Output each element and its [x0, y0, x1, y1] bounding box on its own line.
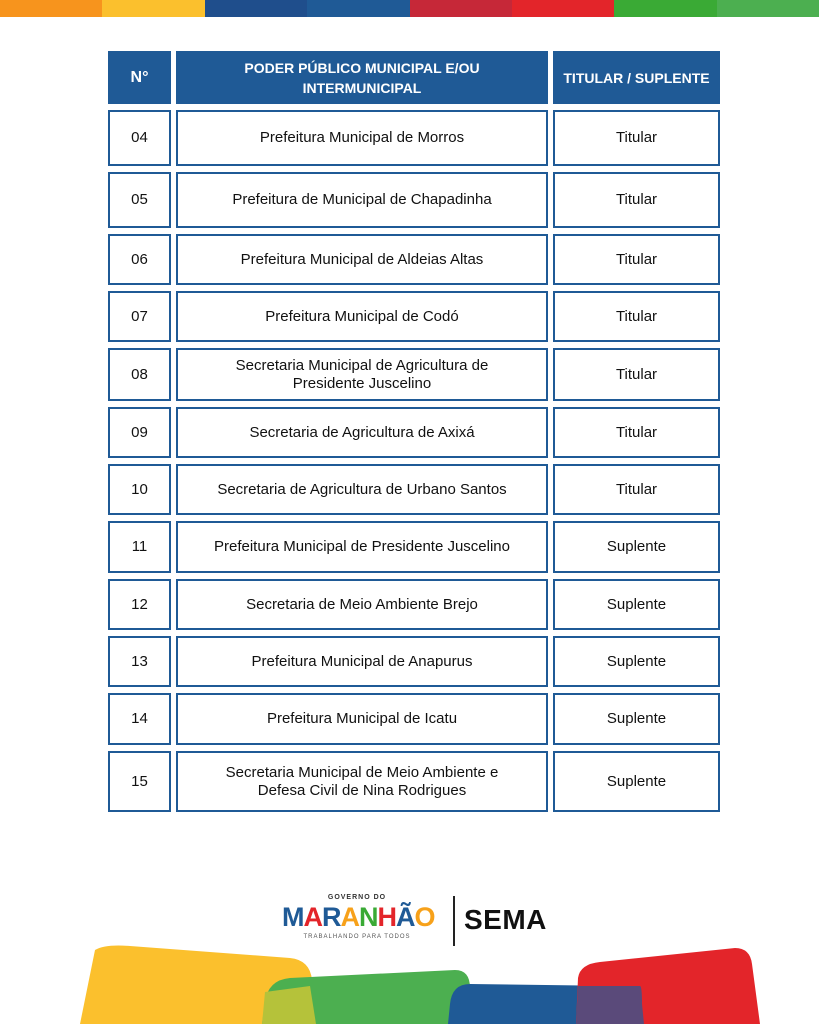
logo-divider	[453, 896, 455, 946]
row-number-cell	[108, 751, 171, 812]
row-entity-cell	[176, 636, 548, 687]
sema-logo: SEMA	[464, 904, 547, 935]
gov-letter: A	[340, 902, 359, 932]
row-number-cell-text: 14	[131, 710, 148, 727]
row-role-cell-text: Titular	[615, 191, 658, 208]
row-number-cell-text: 05	[131, 191, 148, 208]
row-role-cell	[553, 172, 720, 228]
stripe-segment	[205, 0, 307, 17]
row-number-cell-text: 08	[131, 365, 148, 383]
members-table	[108, 51, 720, 812]
row-entity-cell-text: Prefeitura Municipal de Icatu	[266, 710, 458, 727]
row-entity-cell	[176, 110, 548, 166]
gov-letter: Ã	[396, 902, 415, 932]
stripe-segment	[717, 0, 819, 17]
header-number-label: N°	[130, 68, 149, 86]
gov-top-text: GOVERNO DO	[327, 894, 387, 901]
row-number-cell	[108, 234, 171, 285]
header-role-label: TITULAR / SUPLENTE	[563, 69, 710, 86]
bottom-decorative-shapes	[0, 940, 819, 1024]
stripe-segment	[410, 0, 512, 17]
row-role-cell-text: Suplente	[606, 772, 667, 790]
row-number-cell-text: 09	[131, 423, 148, 441]
row-entity-cell-text: Prefeitura Municipal de Presidente Juscelino	[214, 538, 510, 555]
stripe-segment	[102, 0, 204, 17]
row-entity-cell-text: Prefeitura Municipal de Morros	[259, 129, 465, 146]
row-number-cell	[108, 521, 171, 573]
row-role-cell-text: Suplente	[606, 538, 667, 555]
row-number-cell-text: 10	[131, 480, 148, 498]
row-role-cell	[553, 636, 720, 687]
row-role-cell-text: Titular	[615, 365, 658, 383]
row-role-cell	[553, 693, 720, 745]
row-number-cell	[108, 291, 171, 342]
row-role-cell	[553, 751, 720, 812]
row-role-cell-text: Suplente	[606, 710, 667, 727]
row-entity-cell	[176, 521, 548, 573]
row-entity-cell	[176, 291, 548, 342]
gov-letter: O	[414, 902, 435, 932]
gov-letter: M	[282, 902, 304, 932]
stripe-segment	[614, 0, 716, 17]
overlap-shape	[576, 986, 644, 1024]
header-entity-label: PODER PÚBLICO MUNICIPAL E/OU INTERMUNICIPAL	[244, 59, 480, 96]
row-number-cell	[108, 407, 171, 458]
row-role-cell-text: Titular	[615, 480, 658, 498]
row-entity-cell	[176, 172, 548, 228]
row-role-cell	[553, 464, 720, 515]
row-number-cell	[108, 579, 171, 630]
row-role-cell-text: Titular	[615, 129, 658, 146]
row-entity-cell	[176, 464, 548, 515]
row-entity-cell	[176, 407, 548, 458]
row-entity-cell-text: Secretaria Municipal de Agricultura de Presidente Juscelino	[235, 356, 489, 392]
row-entity-cell-text: Prefeitura de Municipal de Chapadinha	[232, 191, 492, 208]
row-entity-cell-text: Prefeitura Municipal de Codó	[265, 307, 459, 325]
row-role-cell	[553, 521, 720, 573]
top-color-stripe	[0, 0, 819, 17]
row-entity-cell-text: Secretaria de Agricultura de Urbano Santos	[217, 480, 507, 498]
row-number-cell	[108, 348, 171, 401]
row-role-cell	[553, 579, 720, 630]
row-entity-cell	[176, 751, 548, 812]
row-entity-cell-text: Secretaria Municipal de Meio Ambiente e Defesa Civil de Nina Rodrigues	[225, 763, 499, 799]
row-entity-cell-text: Secretaria de Meio Ambiente Brejo	[246, 595, 478, 613]
row-number-cell-text: 12	[131, 595, 148, 613]
row-entity-cell-text: Prefeitura Municipal de Aldeias Altas	[240, 250, 484, 268]
row-role-cell-text: Titular	[615, 423, 658, 441]
row-entity-cell	[176, 234, 548, 285]
row-entity-cell-text: Prefeitura Municipal de Anapurus	[251, 652, 473, 670]
row-number-cell	[108, 110, 171, 166]
gov-letter: N	[359, 902, 378, 932]
row-number-cell	[108, 464, 171, 515]
header-role	[553, 51, 720, 104]
row-role-cell	[553, 110, 720, 166]
gov-letter: A	[303, 902, 322, 932]
header-number	[108, 51, 171, 104]
gov-letter: H	[377, 902, 396, 932]
row-number-cell-text: 11	[131, 538, 148, 555]
row-number-cell-text: 07	[131, 307, 148, 325]
row-role-cell-text: Suplente	[606, 595, 667, 613]
row-number-cell	[108, 636, 171, 687]
stripe-segment	[512, 0, 614, 17]
row-role-cell-text: Suplente	[606, 652, 667, 670]
row-number-cell-text: 04	[131, 129, 148, 146]
row-entity-cell	[176, 579, 548, 630]
row-number-cell-text: 06	[131, 250, 148, 268]
gov-letter: R	[322, 902, 341, 932]
row-entity-cell-text: Secretaria de Agricultura de Axixá	[249, 423, 475, 441]
row-role-cell	[553, 407, 720, 458]
header-entity	[176, 51, 548, 104]
stripe-segment	[0, 0, 102, 17]
gov-sub-text: TRABALHANDO PARA TODOS	[303, 934, 411, 940]
row-role-cell	[553, 348, 720, 401]
stripe-segment	[307, 0, 409, 17]
row-role-cell-text: Titular	[615, 250, 658, 268]
row-role-cell-text: Titular	[615, 307, 658, 325]
row-role-cell	[553, 291, 720, 342]
row-number-cell	[108, 172, 171, 228]
row-entity-cell	[176, 348, 548, 401]
row-entity-cell	[176, 693, 548, 745]
row-number-cell	[108, 693, 171, 745]
gov-main-text	[282, 902, 435, 932]
row-number-cell-text: 15	[131, 772, 148, 790]
overlap-shape-left	[262, 986, 316, 1024]
row-role-cell	[553, 234, 720, 285]
row-number-cell-text: 13	[131, 652, 148, 670]
